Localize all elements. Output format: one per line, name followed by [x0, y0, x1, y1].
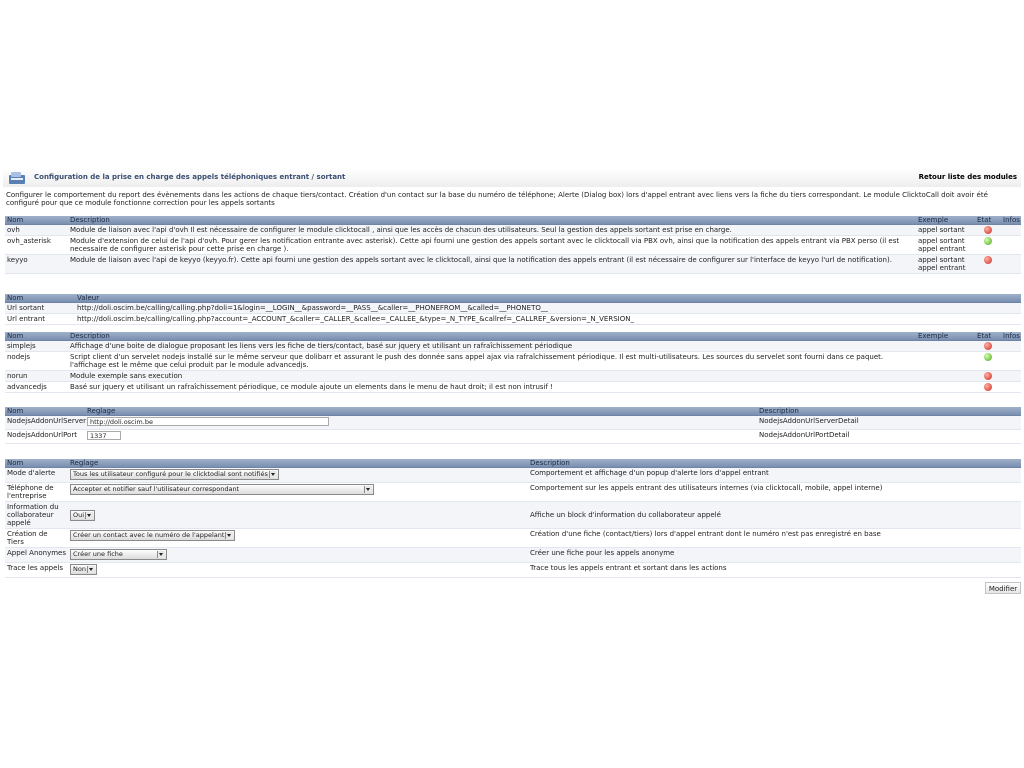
setting-name: Information du collaborateur appelé — [5, 502, 68, 529]
url-value: http://doli.oscim.be/calling/calling.php?doli=1&login=__LOGIN__&password=__PASS__&caller=__PHONEFROM__&called=__PHONETO__ — [75, 303, 1021, 314]
table-row — [5, 548, 1021, 563]
title-bar — [3, 168, 1021, 187]
page-title: Configuration de la prise en charge des appels téléphoniques entrant / sortant — [34, 173, 346, 181]
col-header-etat: Etat — [975, 332, 1001, 341]
module-example: appel sortant appel entrant — [916, 255, 975, 274]
module-name: keyyo — [5, 255, 68, 274]
nodejs-settings-table — [5, 407, 1021, 444]
module-description: Module d'extension de celui de l'api d'ovh. Pour gerer les notification entrante avec asterisk). Cette api fourni une gestion des appels sortant avec le clicktocall via PBX ovh, ainsi que la notification des appels entrant via PBX perso (il est necessaire de configurer asterisk pour cette prise en charge ). — [68, 236, 916, 255]
trace-calls-select[interactable] — [70, 564, 97, 575]
url-port-input[interactable]: 1337 — [87, 431, 121, 440]
select-value: Créer une fiche — [73, 550, 123, 558]
table-header-row — [5, 332, 1021, 341]
setting-name: Création de Tiers — [5, 529, 68, 548]
module-name: ovh — [5, 225, 68, 236]
table-row — [5, 416, 1021, 430]
status-off-icon[interactable] — [984, 256, 992, 264]
col-header-etat: Etat — [975, 216, 1001, 225]
setting-name: Trace les appels — [5, 563, 68, 578]
modules-table — [5, 216, 1021, 274]
col-header-exemple: Exemple — [916, 332, 975, 341]
status-off-icon[interactable] — [984, 342, 992, 350]
urls-table — [5, 294, 1021, 325]
status-off-icon[interactable] — [984, 383, 992, 391]
setting-description: Création d'une fiche (contact/tiers) lors d'appel entrant dont le numéro n'est pas enregistré en base — [528, 529, 1021, 548]
setting-description: NodejsAddonUrlServerDetail — [757, 416, 1021, 430]
module-example: appel sortant — [916, 225, 975, 236]
addon-description: Module exemple sans execution — [68, 371, 916, 382]
status-on-icon[interactable] — [984, 237, 992, 245]
chevron-down-icon — [157, 551, 165, 558]
status-on-icon[interactable] — [984, 353, 992, 361]
col-header-description: Description — [757, 407, 1021, 416]
module-example: appel sortant appel entrant — [916, 236, 975, 255]
col-header-valeur: Valeur — [75, 294, 1021, 303]
state-cell — [975, 382, 1001, 393]
chevron-down-icon — [85, 512, 93, 519]
col-header-reglage: Reglage — [68, 459, 528, 468]
status-off-icon[interactable] — [984, 226, 992, 234]
table-row — [5, 303, 1021, 314]
module-description: Module de liaison avec l'api d'ovh Il est nécessaire de configurer le module clicktocall , ainsi que les accès de chacun des utilisateurs. Seul la gestion des appels sortant est prise en charge. — [68, 225, 916, 236]
table-row — [5, 529, 1021, 548]
state-cell — [975, 236, 1001, 255]
select-value: Accepter et notifier sauf l'utilisateur correspondant — [73, 485, 240, 493]
third-party-creation-select[interactable] — [70, 530, 235, 541]
col-header-nom: Nom — [5, 459, 68, 468]
settings-tools-icon — [8, 171, 26, 185]
setting-description: Affiche un block d'information du collaborateur appelé — [528, 502, 1021, 529]
table-header-row — [5, 216, 1021, 225]
table-row — [5, 483, 1021, 502]
table-row — [5, 341, 1021, 352]
setting-description: NodejsAddonUrlPortDetail — [757, 430, 1021, 444]
col-header-description: Description — [528, 459, 1021, 468]
select-value: Créer un contact avec le numéro de l'appelant — [73, 531, 225, 539]
col-header-reglage: Reglage — [85, 407, 757, 416]
setting-name: Mode d'alerte — [5, 468, 68, 483]
setting-description: Créer une fiche pour les appels anonyme — [528, 548, 1021, 563]
url-name: Url entrant — [5, 314, 75, 325]
col-header-nom: Nom — [5, 294, 75, 303]
col-header-description: Description — [68, 216, 916, 225]
table-row — [5, 352, 1021, 371]
chevron-down-icon — [87, 566, 95, 573]
chevron-down-icon — [225, 532, 233, 539]
table-row — [5, 502, 1021, 529]
setting-name: NodejsAddonUrlPort — [5, 430, 85, 444]
state-cell — [975, 255, 1001, 274]
table-row — [5, 255, 1021, 274]
setting-name: Téléphone de l'entreprise — [5, 483, 68, 502]
infos-cell — [1001, 236, 1021, 255]
table-row — [5, 563, 1021, 578]
company-phone-select[interactable] — [70, 484, 374, 495]
table-row — [5, 468, 1021, 483]
addon-name: nodejs — [5, 352, 68, 371]
setting-description: Comportement sur les appels entrant des utilisateurs internes (via clicktocall, mobile, appel interne) — [528, 483, 1021, 502]
url-value: http://doli.oscim.be/calling/calling.php?account=_ACCOUNT_&caller=_CALLER_&callee=_CALLEE_&type=_N_TYPE_&callref=_CALLREF_&version=_N_VERSION_ — [75, 314, 1021, 325]
modify-button[interactable]: Modifier — [985, 582, 1021, 594]
infos-cell — [1001, 225, 1021, 236]
state-cell — [975, 225, 1001, 236]
col-header-description: Description — [68, 332, 916, 341]
call-settings-table — [5, 459, 1021, 578]
module-description: Module de liaison avec l'api de keyyo (keyyo.fr). Cette api fourni une gestion des appels sortant avec le clicktocall, ainsi que la notification des appels entrant (il est nécessaire de configurer sur l'interface de keyyo l'url de notification). — [68, 255, 916, 274]
chevron-down-icon — [364, 486, 372, 493]
infos-cell — [1001, 255, 1021, 274]
col-header-infos: Infos — [1003, 216, 1020, 224]
anonymous-call-select[interactable] — [70, 549, 167, 560]
status-off-icon[interactable] — [984, 372, 992, 380]
setting-description: Comportement et affichage d'un popup d'alerte lors d'appel entrant — [528, 468, 1021, 483]
url-server-input[interactable]: http://doli.oscim.be — [87, 417, 329, 426]
table-row — [5, 371, 1021, 382]
intro-text: Configurer le comportement du report des évènements dans les actions de chaque tiers/contact. Création d'un contact sur la base du numéro de téléphone; Alerte (Dialog box) lors d'appel entrant avec liens vers la fiche du tiers correspondant. Le module ClicktoCall doit avoir été configuré pour que ce module fonctionne correction pour les appels sortants — [6, 191, 988, 207]
setting-description: Trace tous les appels entrant et sortant dans les actions — [528, 563, 1021, 578]
chevron-down-icon — [269, 471, 277, 478]
module-name: ovh_asterisk — [5, 236, 68, 255]
table-header-row — [5, 459, 1021, 468]
col-header-nom: Nom — [5, 216, 68, 225]
addon-description: Basé sur jquery et utilisant un rafraîchissement périodique, ce module ajoute un elements dans le menu de haut droit; il est non intrusif ! — [68, 382, 916, 393]
select-value: Non — [73, 565, 86, 573]
col-header-infos: Infos — [1003, 332, 1020, 340]
table-row — [5, 225, 1021, 236]
table-header-row — [5, 407, 1021, 416]
addon-name: norun — [5, 371, 68, 382]
addon-description: Affichage d'une boite de dialogue proposant les liens vers les fiche de tiers/contact, basé sur jquery et utilisant un rafraîchissement périodique — [68, 341, 916, 352]
select-value: Tous les utilisateur configuré pour le clicktodial sont notifiés — [73, 470, 268, 478]
addons-table — [5, 332, 1021, 393]
table-header-row — [5, 294, 1021, 303]
table-row — [5, 430, 1021, 444]
table-row — [5, 382, 1021, 393]
addon-name: simplejs — [5, 341, 68, 352]
addon-name: advancedjs — [5, 382, 68, 393]
table-row — [5, 314, 1021, 325]
state-cell — [975, 352, 1001, 371]
url-name: Url sortant — [5, 303, 75, 314]
state-cell — [975, 341, 1001, 352]
col-header-exemple: Exemple — [916, 216, 975, 225]
back-to-modules-link[interactable]: Retour liste des modules — [918, 173, 1017, 181]
collaborator-info-select[interactable] — [70, 510, 95, 521]
addon-description: Script client d'un servelet nodejs installé sur le même serveur que dolibarr et assurant le push des donnée sans appel ajax via rafraîchissement périodique. Il est multi-utilisateurs. Les sources du servelet sont fourni dans ce paquet. l'affichage est le même que celui produit par le module advancedjs. — [68, 352, 916, 371]
alert-mode-select[interactable] — [70, 469, 279, 480]
state-cell — [975, 371, 1001, 382]
setting-name: NodejsAddonUrlServer — [5, 416, 85, 430]
col-header-nom: Nom — [5, 332, 68, 341]
setting-name: Appel Anonymes — [5, 548, 68, 563]
table-row — [5, 236, 1021, 255]
select-value: Oui — [73, 510, 85, 519]
col-header-nom: Nom — [5, 407, 85, 416]
